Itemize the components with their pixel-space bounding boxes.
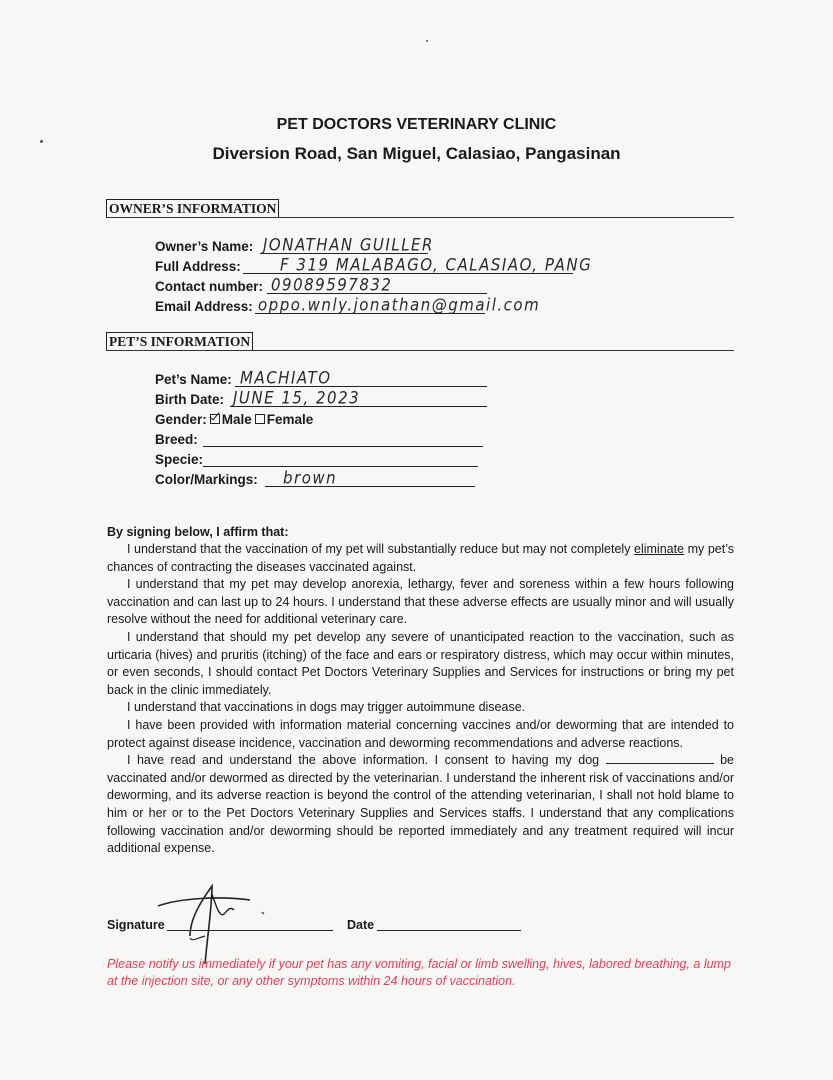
email-address-label: Email Address: <box>155 299 253 314</box>
breed-label: Breed: <box>155 432 198 447</box>
specie-field[interactable] <box>203 466 478 467</box>
clinic-address: Diversion Road, San Miguel, Calasiao, Pangasinan <box>212 144 621 163</box>
agreement-paragraph-5: I have been provided with information material concerning vaccines and/or deworming that are intended to protect against disease incidence, vaccination and deworming recommendations and adverse reactions. <box>107 717 734 750</box>
contact-number-row <box>155 276 495 296</box>
section-divider <box>106 217 734 218</box>
color-markings-value[interactable]: brown <box>283 467 338 488</box>
owner-name-row <box>155 236 455 256</box>
specie-row <box>155 449 495 469</box>
color-markings-row <box>155 469 495 489</box>
eliminate-underlined: eliminate <box>634 542 685 556</box>
breed-row <box>155 429 495 449</box>
contact-number-label: Contact number: <box>155 279 263 294</box>
full-address-label: Full Address: <box>155 259 241 274</box>
birth-date-label: Birth Date: <box>155 392 225 407</box>
owner-name-label: Owner’s Name: <box>155 239 254 254</box>
agreement-text <box>107 541 734 858</box>
date-line[interactable] <box>377 930 521 931</box>
breed-field[interactable] <box>203 446 483 447</box>
owner-section-title: OWNER’S INFORMATION <box>106 199 279 218</box>
birth-date-row <box>155 389 495 409</box>
color-markings-label: Color/Markings: <box>155 472 258 487</box>
gender-row <box>155 409 455 429</box>
pet-name-value[interactable]: MACHIATO <box>240 367 332 388</box>
contact-number-value[interactable]: 09089597832 <box>271 274 393 295</box>
gender-label: Gender: <box>155 412 207 427</box>
dog-name-blank[interactable] <box>606 752 714 764</box>
post-vaccination-notice: Please notify us immediately if your pet has any vomiting, facial or limb swelling, hives, labored breathing, a lump at the injection site, or any other symptoms within 24 hours of vaccination. <box>107 957 731 988</box>
full-address-value[interactable]: F 319 MALABAGO, CALASIAO, PANG <box>280 254 593 275</box>
email-address-row <box>155 296 555 316</box>
male-checkbox[interactable] <box>210 414 220 424</box>
female-checkbox[interactable] <box>255 414 265 424</box>
agreement-paragraph-1: I understand that the vaccination of my pet will substantially reduce but may not completely eliminate my pet’s chances of contracting the diseases vaccinated against. <box>107 542 734 574</box>
agreement-paragraph-6: I have read and understand the above information. I consent to having my dog be vaccinated and/or dewormed as directed by the veterinarian. I understand the inherent risk of vaccinations and/or deworming, and its adverse reaction is beyond the control of the attending veterinarian, I shall not hold blame to him or her or to the Pet Doctors Veterinary Supplies and Services staffs. I understand that any complications following vaccination and/or deworming should be reported immediately and any treatment required will incur additional expense. <box>107 753 734 856</box>
agreement-paragraph-2: I understand that my pet may develop anorexia, lethargy, fever and soreness within a few hours following vaccination and can last up to 24 hours. I understand that these adverse effects are usually minor and will usually resolve without the need for additional veterinary care. <box>107 577 734 627</box>
agreement-paragraph-3: I understand that should my pet develop any severe of unanticipated reaction to the vaccination, such as urticaria (hives) and pruritis (itching) of the face and ears or respiratory distress, which may occur within minutes, or even seconds, I should contact Pet Doctors Veterinary Supplies and Services for instructions or bring my pet back in the clinic immediately. <box>107 629 734 697</box>
agreement-paragraph-4: I understand that vaccinations in dogs may trigger autoimmune disease. <box>127 700 526 715</box>
date-label: Date <box>347 918 375 932</box>
owner-name-value[interactable]: JONATHAN GUILLER <box>263 234 434 255</box>
signature-label: Signature <box>107 918 165 932</box>
paper-speck <box>426 40 428 42</box>
full-address-row <box>155 254 593 276</box>
specie-label: Specie: <box>155 452 204 467</box>
pet-name-row <box>155 369 495 389</box>
handwritten-signature <box>150 876 270 966</box>
section-divider <box>106 350 734 351</box>
birth-date-value[interactable]: JUNE 15, 2023 <box>233 387 361 408</box>
pet-section-title: PET’S INFORMATION <box>106 332 253 351</box>
affirm-heading: By signing below, I affirm that: <box>107 525 289 539</box>
male-option-label: Male <box>221 412 252 427</box>
clinic-name: PET DOCTORS VETERINARY CLINIC <box>276 116 557 133</box>
email-address-value[interactable]: oppo.wnly.jonathan@gmail.com <box>258 294 541 315</box>
female-option-label: Female <box>266 412 314 427</box>
pet-name-label: Pet’s Name: <box>155 372 232 387</box>
paper-speck <box>40 140 43 143</box>
